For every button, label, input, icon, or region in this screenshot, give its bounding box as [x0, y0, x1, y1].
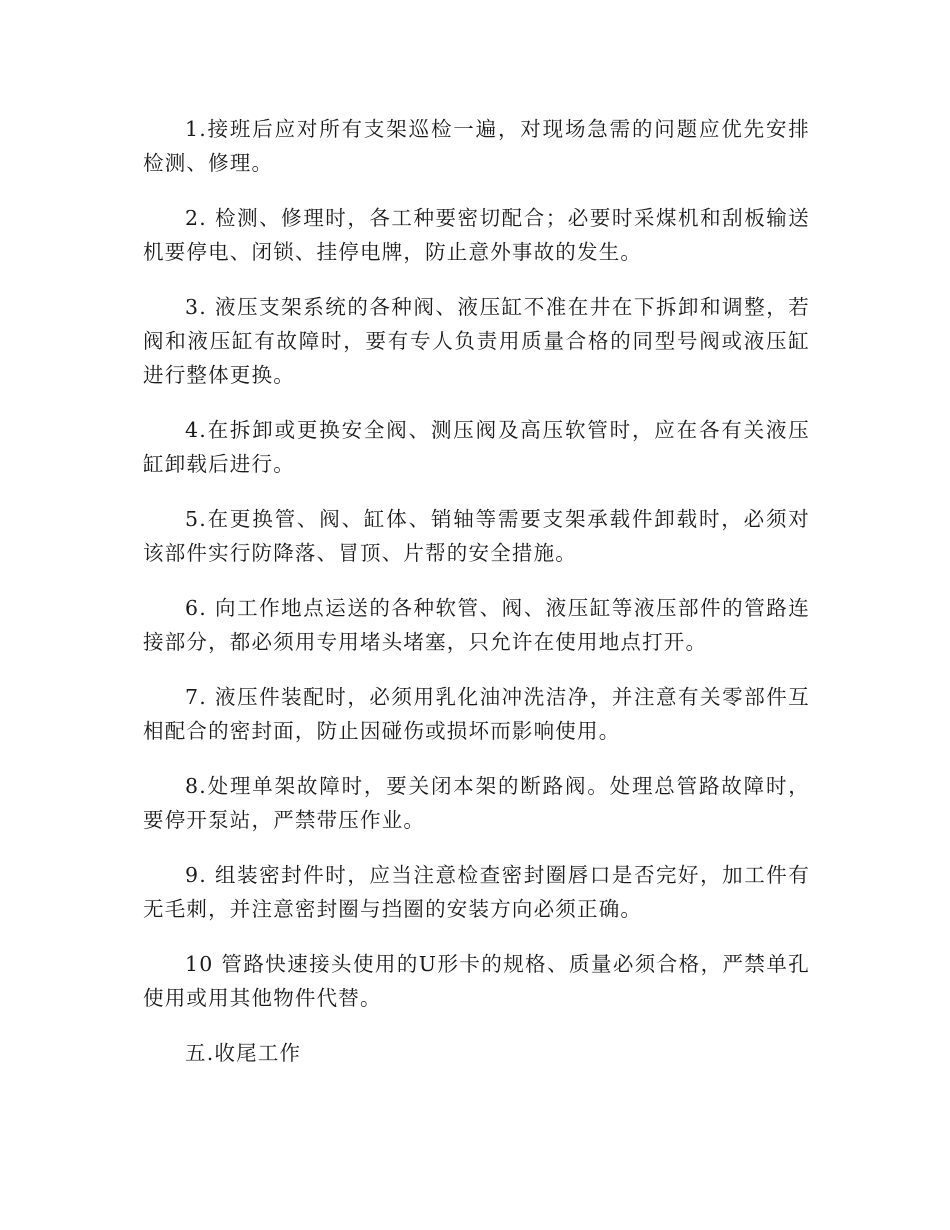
paragraph-7: 7. 液压件装配时，必须用乳化油冲洗洁净，并注意有关零部件互相配合的密封面，防止因碰伤或损坏而影响使用。	[143, 685, 810, 743]
paragraph-6: 6. 向工作地点运送的各种软管、阀、液压缸等液压部件的管路连接部分，都必须用专用堵头堵塞，只允许在使用地点打开。	[143, 596, 810, 654]
paragraph-1: 1.接班后应对所有支架巡检一遍，对现场急需的问题应优先安排检测、修理。	[143, 117, 810, 175]
paragraph-5: 5.在更换管、阀、缸体、销轴等需要支架承载件卸载时，必须对该部件实行防降落、冒顶、片帮的安全措施。	[143, 507, 810, 565]
paragraph-9: 9. 组装密封件时，应当注意检查密封圈唇口是否完好，加工件有无毛刺，并注意密封圈与挡圈的安装方向必须正确。	[143, 863, 810, 921]
paragraph-10: 10 管路快速接头使用的U形卡的规格、质量必须合格，严禁单孔使用或用其他物件代替。	[143, 952, 810, 1010]
paragraph-3: 3. 液压支架系统的各种阀、液压缸不准在井在下拆卸和调整，若阀和液压缸有故障时，要有专人负责用质量合格的同型号阀或液压缸进行整体更换。	[143, 295, 810, 387]
paragraph-2: 2. 检测、修理时，各工种要密切配合；必要时采煤机和刮板输送机要停电、闭锁、挂停电牌，防止意外事故的发生。	[143, 206, 810, 264]
section-heading: 五.收尾工作	[185, 1041, 302, 1065]
paragraph-4: 4.在拆卸或更换安全阀、测压阀及高压软管时，应在各有关液压缸卸载后进行。	[143, 418, 810, 476]
paragraph-8: 8.处理单架故障时，要关闭本架的断路阀。处理总管路故障时，要停开泵站，严禁带压作业。	[143, 774, 810, 832]
